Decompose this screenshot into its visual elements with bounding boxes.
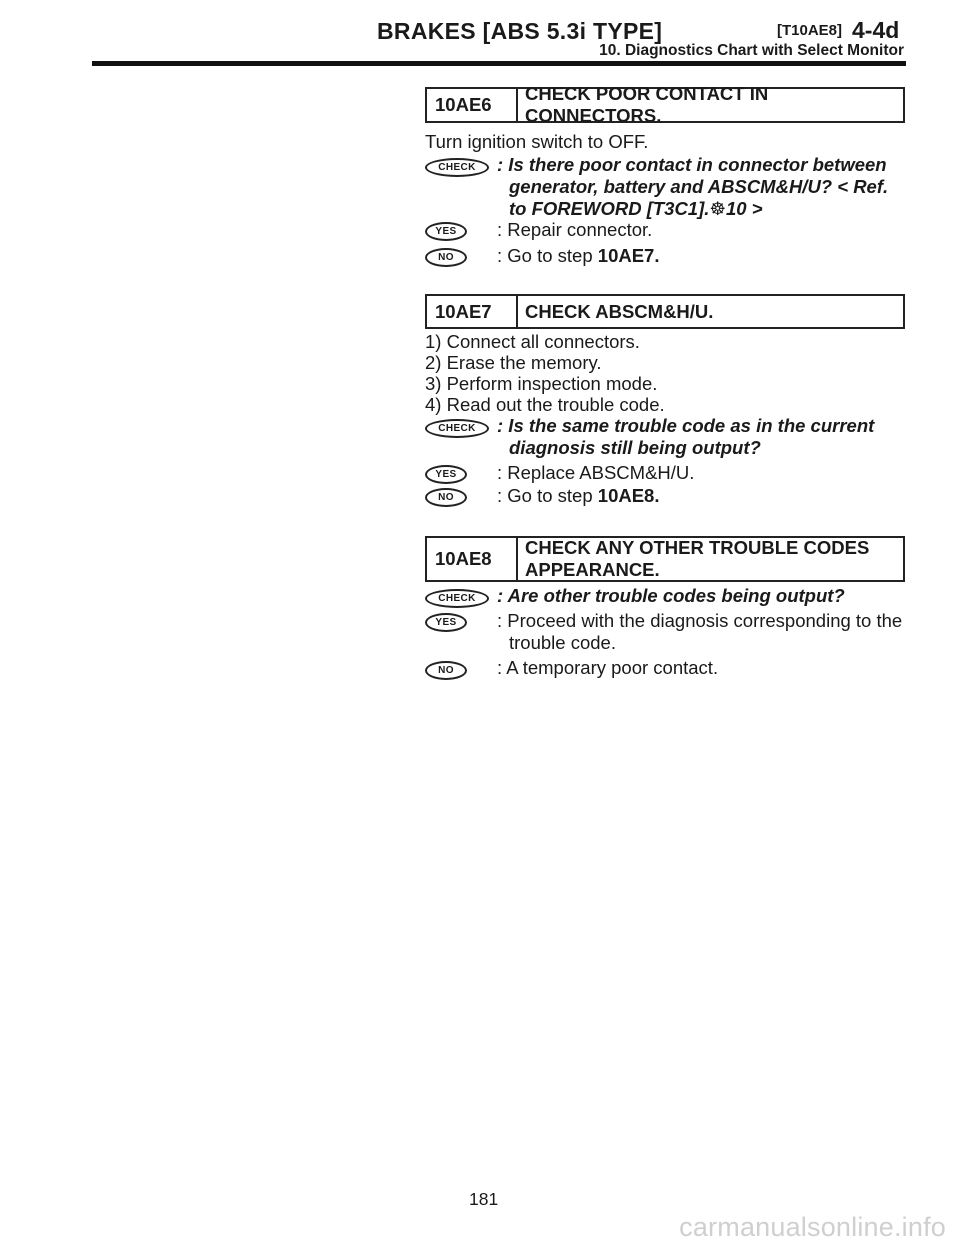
check-question: : Is there poor contact in connector between bbox=[497, 154, 887, 175]
step-title: CHECK POOR CONTACT IN CONNECTORS. bbox=[525, 83, 769, 126]
manual-title: BRAKES [ABS 5.3i TYPE] bbox=[377, 18, 663, 44]
no-answer: : Go to step 10AE7. bbox=[497, 245, 660, 266]
goto-step-link[interactable]: 10AE8. bbox=[597, 485, 660, 506]
yes-answer: trouble code. bbox=[509, 632, 616, 653]
instruction: Turn ignition switch to OFF. bbox=[425, 131, 649, 152]
step-code: 10AE6 bbox=[427, 89, 518, 121]
yes-answer: : Repair connector. bbox=[497, 219, 653, 240]
instruction: 1) Connect all connectors. bbox=[425, 331, 640, 352]
step-title: CHECK ANY OTHER TROUBLE CODES APPEARANCE. bbox=[525, 537, 870, 580]
yes-icon: YES bbox=[425, 613, 467, 632]
step-header-10ae6 bbox=[425, 83, 905, 126]
instruction: 2) Erase the memory. bbox=[425, 352, 602, 373]
step-code: 10AE8 bbox=[427, 538, 518, 580]
step-code: 10AE7 bbox=[427, 296, 518, 327]
section-subtitle: 10. Diagnostics Chart with Select Monitor bbox=[599, 42, 904, 59]
check-question: generator, battery and ABSCM&H/U? < Ref. bbox=[509, 176, 889, 197]
check-icon: CHECK bbox=[425, 419, 489, 438]
instruction: 4) Read out the trouble code. bbox=[425, 394, 665, 415]
no-icon: NO bbox=[425, 661, 467, 680]
check-question: to FOREWORD [T3C1].☸10 > bbox=[509, 198, 763, 219]
instruction: 3) Perform inspection mode. bbox=[425, 373, 658, 394]
no-answer: : A temporary poor contact. bbox=[497, 657, 719, 678]
step-header-10ae7 bbox=[425, 294, 905, 329]
no-icon: NO bbox=[425, 248, 467, 267]
header-rule bbox=[92, 61, 906, 66]
no-answer: : Go to step 10AE8. bbox=[497, 485, 660, 506]
yes-icon: YES bbox=[425, 465, 467, 484]
check-question: diagnosis still being output? bbox=[509, 437, 761, 458]
yes-answer: : Proceed with the diagnosis corresponding to the bbox=[497, 610, 903, 631]
no-icon: NO bbox=[425, 488, 467, 507]
goto-step-link[interactable]: 10AE7. bbox=[597, 245, 660, 266]
check-icon: CHECK bbox=[425, 589, 489, 608]
yes-answer: : Replace ABSCM&H/U. bbox=[497, 462, 695, 483]
watermark: carmanualsonline.info bbox=[679, 1212, 946, 1242]
section-code: [T10AE8] bbox=[777, 22, 843, 39]
check-question: : Is the same trouble code as in the current bbox=[497, 415, 875, 436]
step-header-10ae8 bbox=[425, 536, 905, 582]
page-number: 181 bbox=[469, 1189, 499, 1209]
yes-icon: YES bbox=[425, 222, 467, 241]
step-title: CHECK ABSCM&H/U. bbox=[525, 300, 714, 322]
section-number: 4-4d bbox=[852, 17, 900, 43]
check-question: : Are other trouble codes being output? bbox=[497, 585, 845, 606]
check-icon: CHECK bbox=[425, 158, 489, 177]
